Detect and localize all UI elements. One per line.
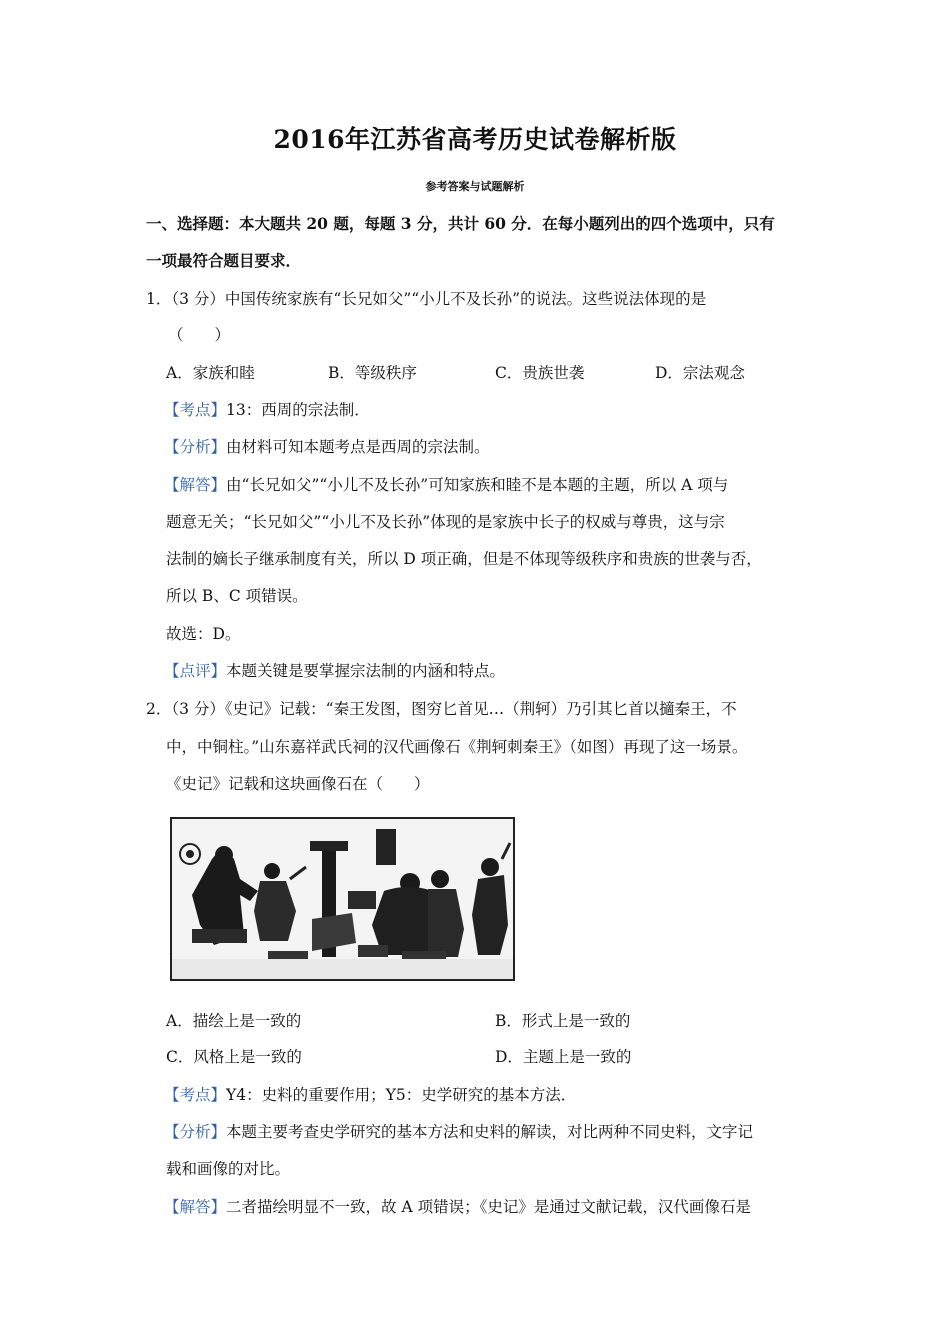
- stone-relief-illustration: [172, 819, 513, 979]
- q1-fenxi-text: 由材料可知本题考点是西周的宗法制。: [226, 438, 490, 456]
- stone-relief-image: [170, 817, 515, 981]
- q2-kaodian-text: Y4：史料的重要作用；Y5：史学研究的基本方法．: [226, 1086, 577, 1104]
- q1-fenxi-tag: 【分析】: [164, 438, 227, 456]
- q2-option-a: A．描绘上是一致的: [166, 1012, 302, 1030]
- section-heading-line1: 一、选择题：本大题共 20 题，每题 3 分，共计 60 分．在每小题列出的四个选项中，只有: [146, 214, 775, 233]
- q2-stem-line2: 中，中铜柱。”山东嘉祥武氏祠的汉代画像石《荆轲刺秦王》（如图）再现了这一场景。: [166, 738, 748, 756]
- q2-option-c: C．风格上是一致的: [166, 1048, 302, 1066]
- q1-jieda-line4: 所以 B、C 项错误。: [166, 587, 308, 605]
- q1-option-c: C．贵族世袭: [495, 364, 585, 382]
- q1-kaodian: [164, 398, 370, 420]
- q2-stem-line3: 《史记》记载和这块画像石在（ ）: [166, 775, 430, 793]
- q1-option-d: D．宗法观念: [655, 364, 745, 382]
- q2-option-b: B．形式上是一致的: [495, 1012, 631, 1030]
- q1-jieda-line1: [164, 473, 728, 495]
- q2-jieda-tag: 【解答】: [164, 1198, 227, 1216]
- q2-jieda-text1: 二者描绘明显不一致，故 A 项错误；《史记》是通过文献记载，汉代画像石是: [226, 1198, 751, 1216]
- q2-kaodian-tag: 【考点】: [164, 1086, 227, 1104]
- q1-choice: 故选：D。: [166, 625, 241, 643]
- q1-option-a: A．家族和睦: [166, 364, 255, 382]
- q1-dianping: [164, 659, 505, 681]
- page-subtitle: 参考答案与试题解析: [425, 180, 525, 193]
- q1-fenxi: [164, 435, 490, 457]
- q1-kaodian-text: 13：西周的宗法制．: [226, 401, 370, 419]
- q1-stem-line1: 1．（3 分）中国传统家族有“长兄如父”“小儿不及长孙”的说法。这些说法体现的是: [146, 290, 707, 308]
- q1-jieda-text1: 由“长兄如父”“小儿不及长孙”可知家族和睦不是本题的主题，所以 A 项与: [226, 476, 729, 494]
- q1-stem-line2: （ ）: [168, 326, 231, 344]
- q1-option-b: B．等级秩序: [328, 364, 417, 382]
- q1-jieda-line2: 题意无关；“长兄如父”“小儿不及长孙”体现的是家族中长子的权威与尊贵，这与宗: [166, 513, 725, 531]
- q2-fenxi-line1: [164, 1120, 753, 1142]
- q2-option-d: D．主题上是一致的: [495, 1048, 632, 1066]
- q2-jieda-line1: [164, 1195, 751, 1217]
- q2-fenxi-text1: 本题主要考查史学研究的基本方法和史料的解读，对比两种不同史料，文字记: [226, 1123, 754, 1141]
- q2-fenxi-tag: 【分析】: [164, 1123, 227, 1141]
- q1-jieda-line3: 法制的嫡长子继承制度有关，所以 D 项正确，但是不体现等级秩序和贵族的世袭与否，: [166, 550, 762, 568]
- q2-kaodian: [164, 1083, 576, 1105]
- page-title: 2016年江苏省高考历史试卷解析版: [273, 125, 677, 154]
- q2-stem-line1: 2．（3 分）《史记》记载：“秦王发图，图穷匕首见…（荆轲）乃引其匕首以擿秦王，不: [146, 700, 737, 718]
- q1-kaodian-tag: 【考点】: [164, 401, 227, 419]
- q1-dianping-text: 本题关键是要掌握宗法制的内涵和特点。: [226, 662, 506, 680]
- q1-dianping-tag: 【点评】: [164, 662, 227, 680]
- q2-fenxi-line2: 载和画像的对比。: [166, 1160, 291, 1178]
- q1-jieda-tag: 【解答】: [164, 476, 227, 494]
- section-heading-line2: 一项最符合题目要求．: [146, 251, 302, 270]
